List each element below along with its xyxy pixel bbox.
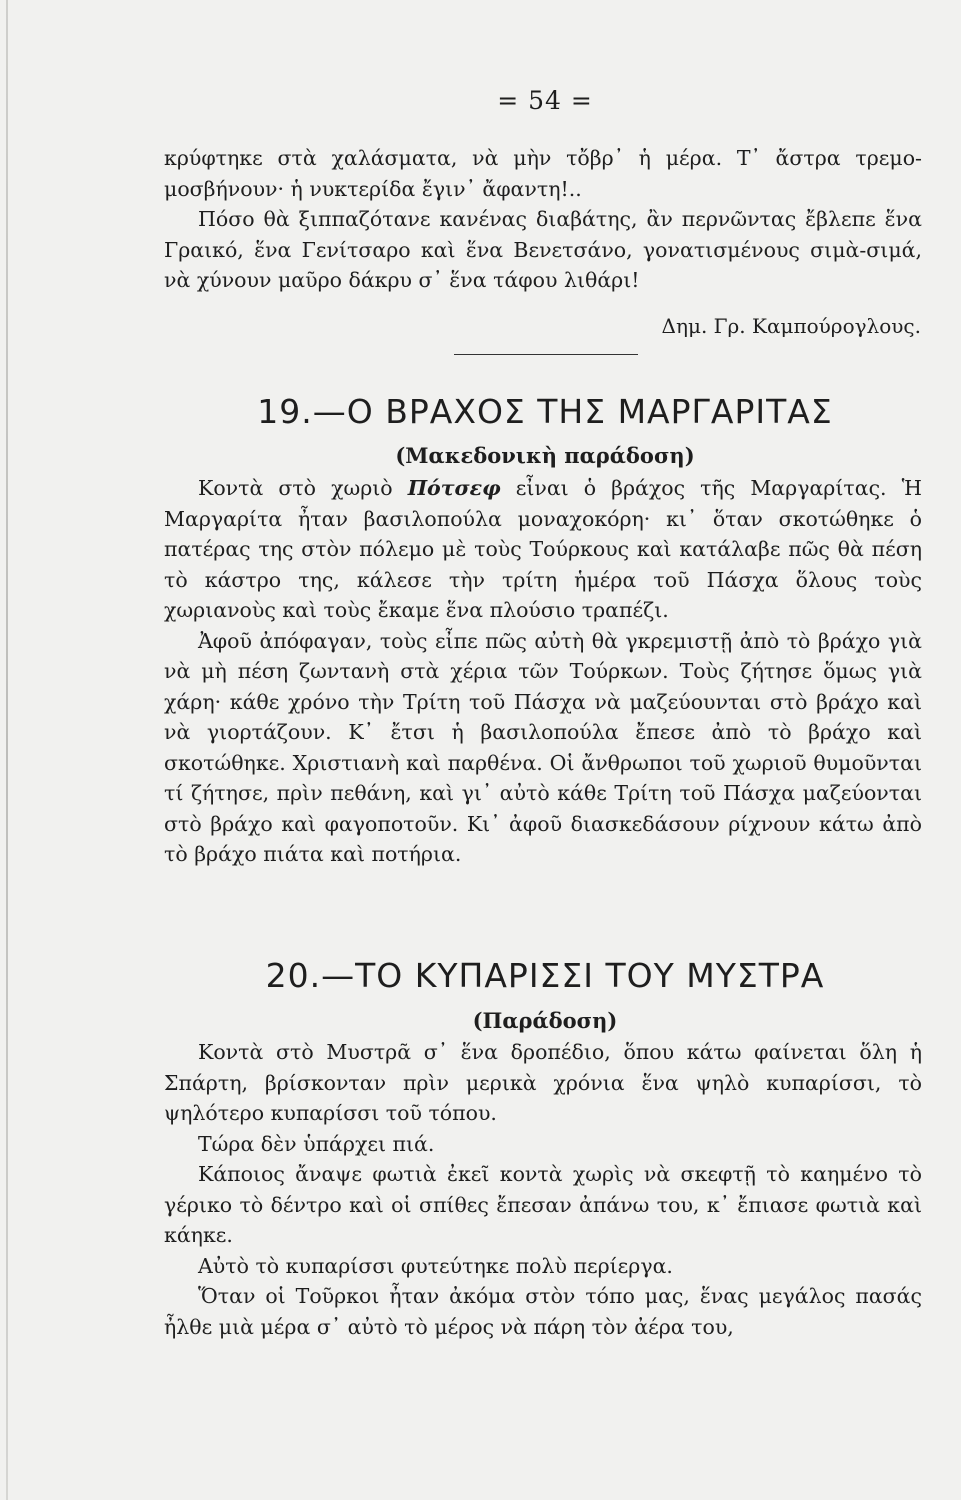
paragraph: κρύφτηκε στὰ χαλάσματα, νὰ μὴν τὄβρ᾽ ἡ μέρα. Τ᾽ ἄστρα τρεμο-μοσβήνουν· ἡ νυκτερίδα ἔγιν᾽ ἄφαντη!.. xyxy=(164,146,922,201)
section-20-subtitle: (Παράδοση) xyxy=(472,1008,618,1033)
paragraph: Κάποιος ἄναψε φωτιὰ ἐκεῖ κοντὰ χωρὶς νὰ σκεφτῇ τὸ καημένο τὸ γέρικο τὸ δέντρο καὶ οἱ σπίθες ἔπεσαν ἀπάνω του, κ᾽ ἔπιασε φωτιὰ καὶ κάηκε. xyxy=(164,1162,922,1247)
paragraph: Αὐτὸ τὸ κυπαρίσσι φυτεύτηκε πολὺ περίεργα. xyxy=(198,1253,673,1278)
paragraph: Ὅταν οἱ Τοῦρκοι ἦταν ἀκόμα στὸν τόπο μας, ἕνας μεγάλος πασάς ἦλθε μιὰ μέρα σ᾽ αὐτὸ τὸ μέρος νὰ πάρη τὸν ἀέρα του, xyxy=(164,1284,922,1339)
section-20-body xyxy=(164,1037,922,1342)
paragraph: Ἀφοῦ ἀπόφαγαν, τοὺς εἶπε πῶς αὐτὴ θὰ γκρεμιστῇ ἀπὸ τὸ βράχο γιὰ νὰ μὴ πέση ζωντανὴ στὰ χέρια τῶν Τούρκων. Τοὺς ζήτησε ὅμως γιὰ χάρη· κάθε χρόνο τὴν Τρίτη τοῦ Πάσχα νὰ μαζεύουνται στὸ βράχο καὶ νὰ γιορτάζουν. Κ᾽ ἔτσι ἡ βασιλοπούλα ἔπεσε ἀπὸ τὸ βράχο καὶ σκοτώθηκε. Χριστιανὴ καὶ παρθένα. Οἱ ἄνθρωποι τοῦ χωριοῦ θυμοῦνται τί ζήτησε, πρὶν πεθάνη, καὶ γι᾽ αὐτὸ κάθε Τρίτη τοῦ Πάσχα μαζεύονται στὸ βράχο καὶ φαγοποτοῦν. Κι᾽ ἀφοῦ διασκεδάσουν ρίχνουν κάτω ἀπὸ τὸ βράχο πιάτα καὶ ποτήρια. xyxy=(164,628,922,866)
paragraph xyxy=(164,473,922,626)
place-name: Πότσεφ xyxy=(407,476,501,500)
paragraph: Κοντὰ στὸ Μυστρᾶ σ᾽ ἕνα δροπέδιο, ὅπου κάτω φαίνεται ὅλη ἡ Σπάρτη, βρίσκονταν πρὶν μερικὰ χρόνια ἕνα ψηλὸ κυπαρίσσι, τὸ ψηλότερο κυπαρίσσι τοῦ τόπου. xyxy=(164,1040,922,1125)
paragraph: Τώρα δὲν ὑπάρχει πιά. xyxy=(198,1131,435,1156)
page-spine-edge xyxy=(6,0,8,1500)
section-19-title: 19.—Ο ΒΡΑΧΟΣ ΤΗΣ ΜΑΡΓΑΡΙΤΑΣ xyxy=(257,392,833,431)
paragraph: Πόσο θὰ ξιππαζότανε κανένας διαβάτης, ἂν περνῶντας ἔβλεπε ἕνα Γραικό, ἕνα Γενίτσαρο καὶ ἕνα Βενετσάνο, γονατισμένους σιμὰ-σιμά, νὰ χύνουν μαῦρο δάκρυ σ᾽ ἕνα τάφου λιθάρι! xyxy=(164,207,922,292)
divider xyxy=(454,354,638,355)
section-19-body xyxy=(164,473,922,870)
text-span: Κοντὰ στὸ χωριὸ xyxy=(198,476,393,500)
author-signature: Δημ. Γρ. Καμπούρογλους. xyxy=(661,314,921,338)
section-19-subtitle: (Μακεδονικὴ παράδοση) xyxy=(395,443,695,468)
section-20-title: 20.—ΤΟ ΚΥΠΑΡΙΣΣΙ ΤΟΥ ΜΥΣΤΡΑ xyxy=(265,956,825,995)
page-number: = 54 = xyxy=(497,86,593,115)
text-span: εἶναι ὁ βράχος τῆς Μαργαρίτας. Ἡ Μαργαρίτα ἦταν βασιλοπούλα μοναχοκόρη· κι᾽ ὅταν σκοτώθηκε ὁ πατέρας της στὸν πόλεμο μὲ τοὺς Τούρκους καὶ κατάλαβε πῶς θὰ πέση τὸ κάστρο της, κάλεσε τὴν τρίτη ἡμέρα τοῦ Πάσχα ὅλους τοὺς χωριανοὺς καὶ τοὺς ἔκαμε ἕνα πλούσιο τραπέζι. xyxy=(164,476,922,622)
top-text-block xyxy=(164,143,922,296)
